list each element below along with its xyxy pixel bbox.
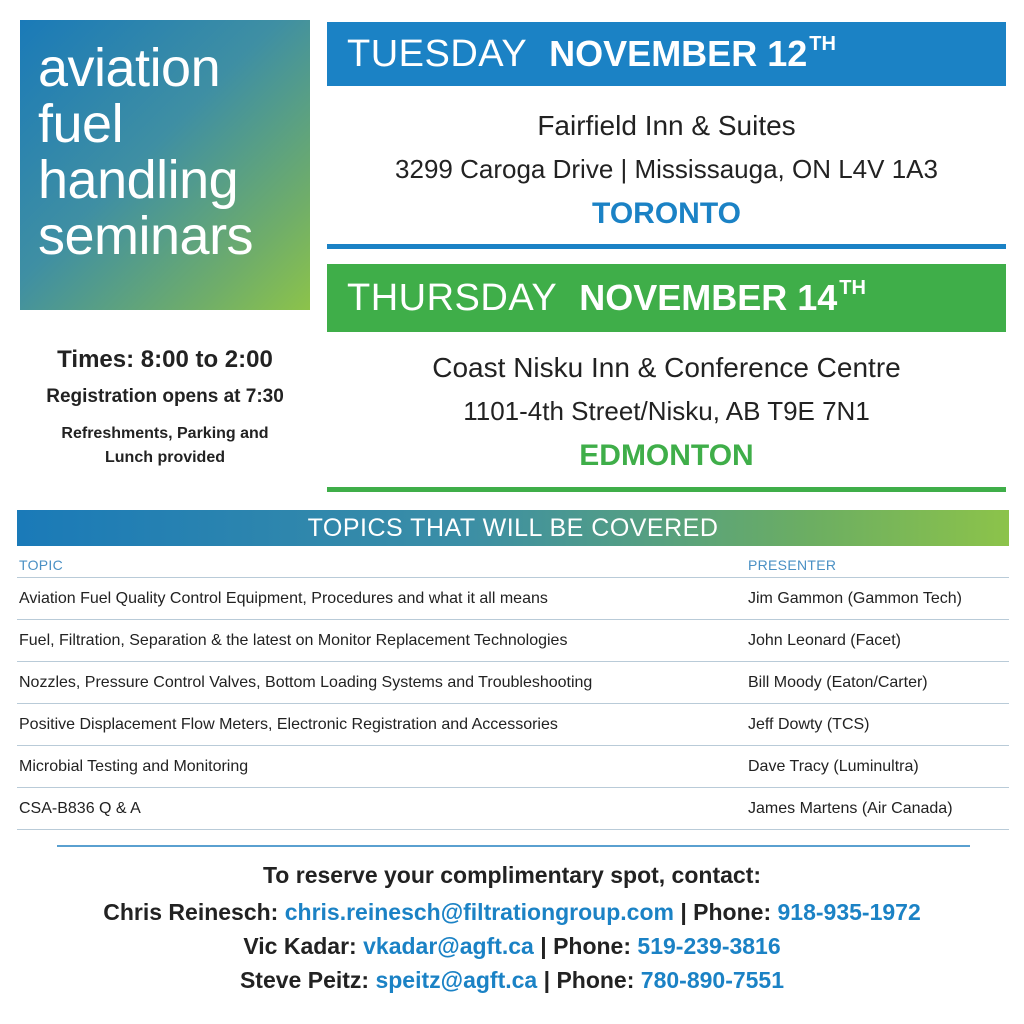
table-row xyxy=(17,620,1009,662)
venue-city: TORONTO xyxy=(592,197,741,230)
contact-row: Steve Peitz: speitz@agft.ca | Phone: 780-890-7551 xyxy=(239,967,785,993)
toronto-venue xyxy=(327,110,1006,231)
venue-name: Fairfield Inn & Suites xyxy=(537,110,796,141)
table-row xyxy=(17,788,1009,830)
topic-cell: CSA-B836 Q & A xyxy=(19,799,141,817)
contact-email-link[interactable]: chris.reinesch@filtrationgroup.com xyxy=(284,899,674,925)
contact-email-link[interactable]: speitz@agft.ca xyxy=(375,967,538,993)
contact-phone-link[interactable]: 519-239-3816 xyxy=(637,933,781,959)
venue-address: 1101-4th Street/Nisku, AB T9E 7N1 xyxy=(463,396,870,426)
presenter-cell: Bill Moody (Eaton/Carter) xyxy=(748,673,928,691)
phone-label: Phone: xyxy=(553,933,632,959)
logo-line: seminars xyxy=(38,206,254,266)
table-row xyxy=(17,578,1009,620)
date-suffix: TH xyxy=(839,277,866,299)
event-day: TUESDAY xyxy=(347,32,528,75)
presenter-cell: Dave Tracy (Luminultra) xyxy=(748,757,919,775)
topic-cell: Nozzles, Pressure Control Valves, Bottom Loading Systems and Troubleshooting xyxy=(19,673,593,691)
venue-address: 3299 Caroga Drive | Mississauga, ON L4V 1A3 xyxy=(395,154,938,184)
contact-name: Vic Kadar: xyxy=(243,933,357,959)
logo-line: handling xyxy=(38,150,239,210)
phone-label: Phone: xyxy=(556,967,635,993)
topics-banner: TOPICS THAT WILL BE COVERED xyxy=(17,510,1009,546)
topic-cell: Microbial Testing and Monitoring xyxy=(19,757,249,775)
times-text: Times: 8:00 to 2:00 xyxy=(57,346,273,373)
presenter-cell: Jeff Dowty (TCS) xyxy=(748,715,870,733)
column-header-topic: TOPIC xyxy=(19,556,64,573)
edmonton-divider xyxy=(327,487,1006,492)
event-date-text: NOVEMBER 12 xyxy=(549,33,808,74)
presenter-cell: James Martens (Air Canada) xyxy=(748,799,953,817)
extras-line: Lunch provided xyxy=(105,449,225,466)
topic-cell: Positive Displacement Flow Meters, Electronic Registration and Accessories xyxy=(19,715,558,733)
event-date xyxy=(549,33,836,75)
contact-row: Chris Reinesch: chris.reinesch@filtrationgroup.com | Phone: 918-935-1972 xyxy=(103,899,921,925)
topic-cell: Fuel, Filtration, Separation & the latest on Monitor Replacement Technologies xyxy=(19,631,568,649)
phone-label: Phone: xyxy=(693,899,772,925)
edmonton-venue xyxy=(327,352,1006,473)
logo-line: aviation xyxy=(38,38,221,98)
extras-text xyxy=(10,422,320,470)
presenter-cell: Jim Gammon (Gammon Tech) xyxy=(748,589,962,607)
contact-name: Steve Peitz: xyxy=(239,967,370,993)
topic-cell: Aviation Fuel Quality Control Equipment, Procedures and what it all means xyxy=(19,589,548,607)
column-header-presenter: PRESENTER xyxy=(748,556,837,573)
topics-table xyxy=(17,552,1009,830)
extras-line: Refreshments, Parking and xyxy=(61,425,269,442)
contact-email-link[interactable]: vkadar@agft.ca xyxy=(363,933,534,959)
logo-line: fuel xyxy=(38,94,124,154)
event-day: THURSDAY xyxy=(347,276,558,319)
schedule-info xyxy=(10,346,320,470)
table-header xyxy=(17,552,1009,578)
footer-divider xyxy=(57,845,970,847)
registration-text: Registration opens at 7:30 xyxy=(46,386,284,407)
venue-name: Coast Nisku Inn & Conference Centre xyxy=(432,352,901,383)
table-row xyxy=(17,704,1009,746)
toronto-date-header xyxy=(327,22,1006,86)
contact-row: Vic Kadar: vkadar@agft.ca | Phone: 519-239-3816 xyxy=(243,933,781,959)
table-row xyxy=(17,746,1009,788)
event-date-text: NOVEMBER 14 xyxy=(579,277,838,318)
event-date xyxy=(579,277,866,319)
venue-city: EDMONTON xyxy=(579,439,754,472)
contact-phone-link[interactable]: 780-890-7551 xyxy=(640,967,785,993)
presenter-cell: John Leonard (Facet) xyxy=(748,631,901,649)
seminar-logo xyxy=(20,20,310,310)
contact-name: Chris Reinesch: xyxy=(103,899,279,925)
contact-heading: To reserve your complimentary spot, contact: xyxy=(262,862,762,888)
date-suffix: TH xyxy=(809,33,836,55)
edmonton-date-header xyxy=(327,264,1006,332)
contact-phone-link[interactable]: 918-935-1972 xyxy=(777,899,921,925)
contact-section xyxy=(0,862,1024,997)
table-row xyxy=(17,662,1009,704)
toronto-divider xyxy=(327,244,1006,249)
